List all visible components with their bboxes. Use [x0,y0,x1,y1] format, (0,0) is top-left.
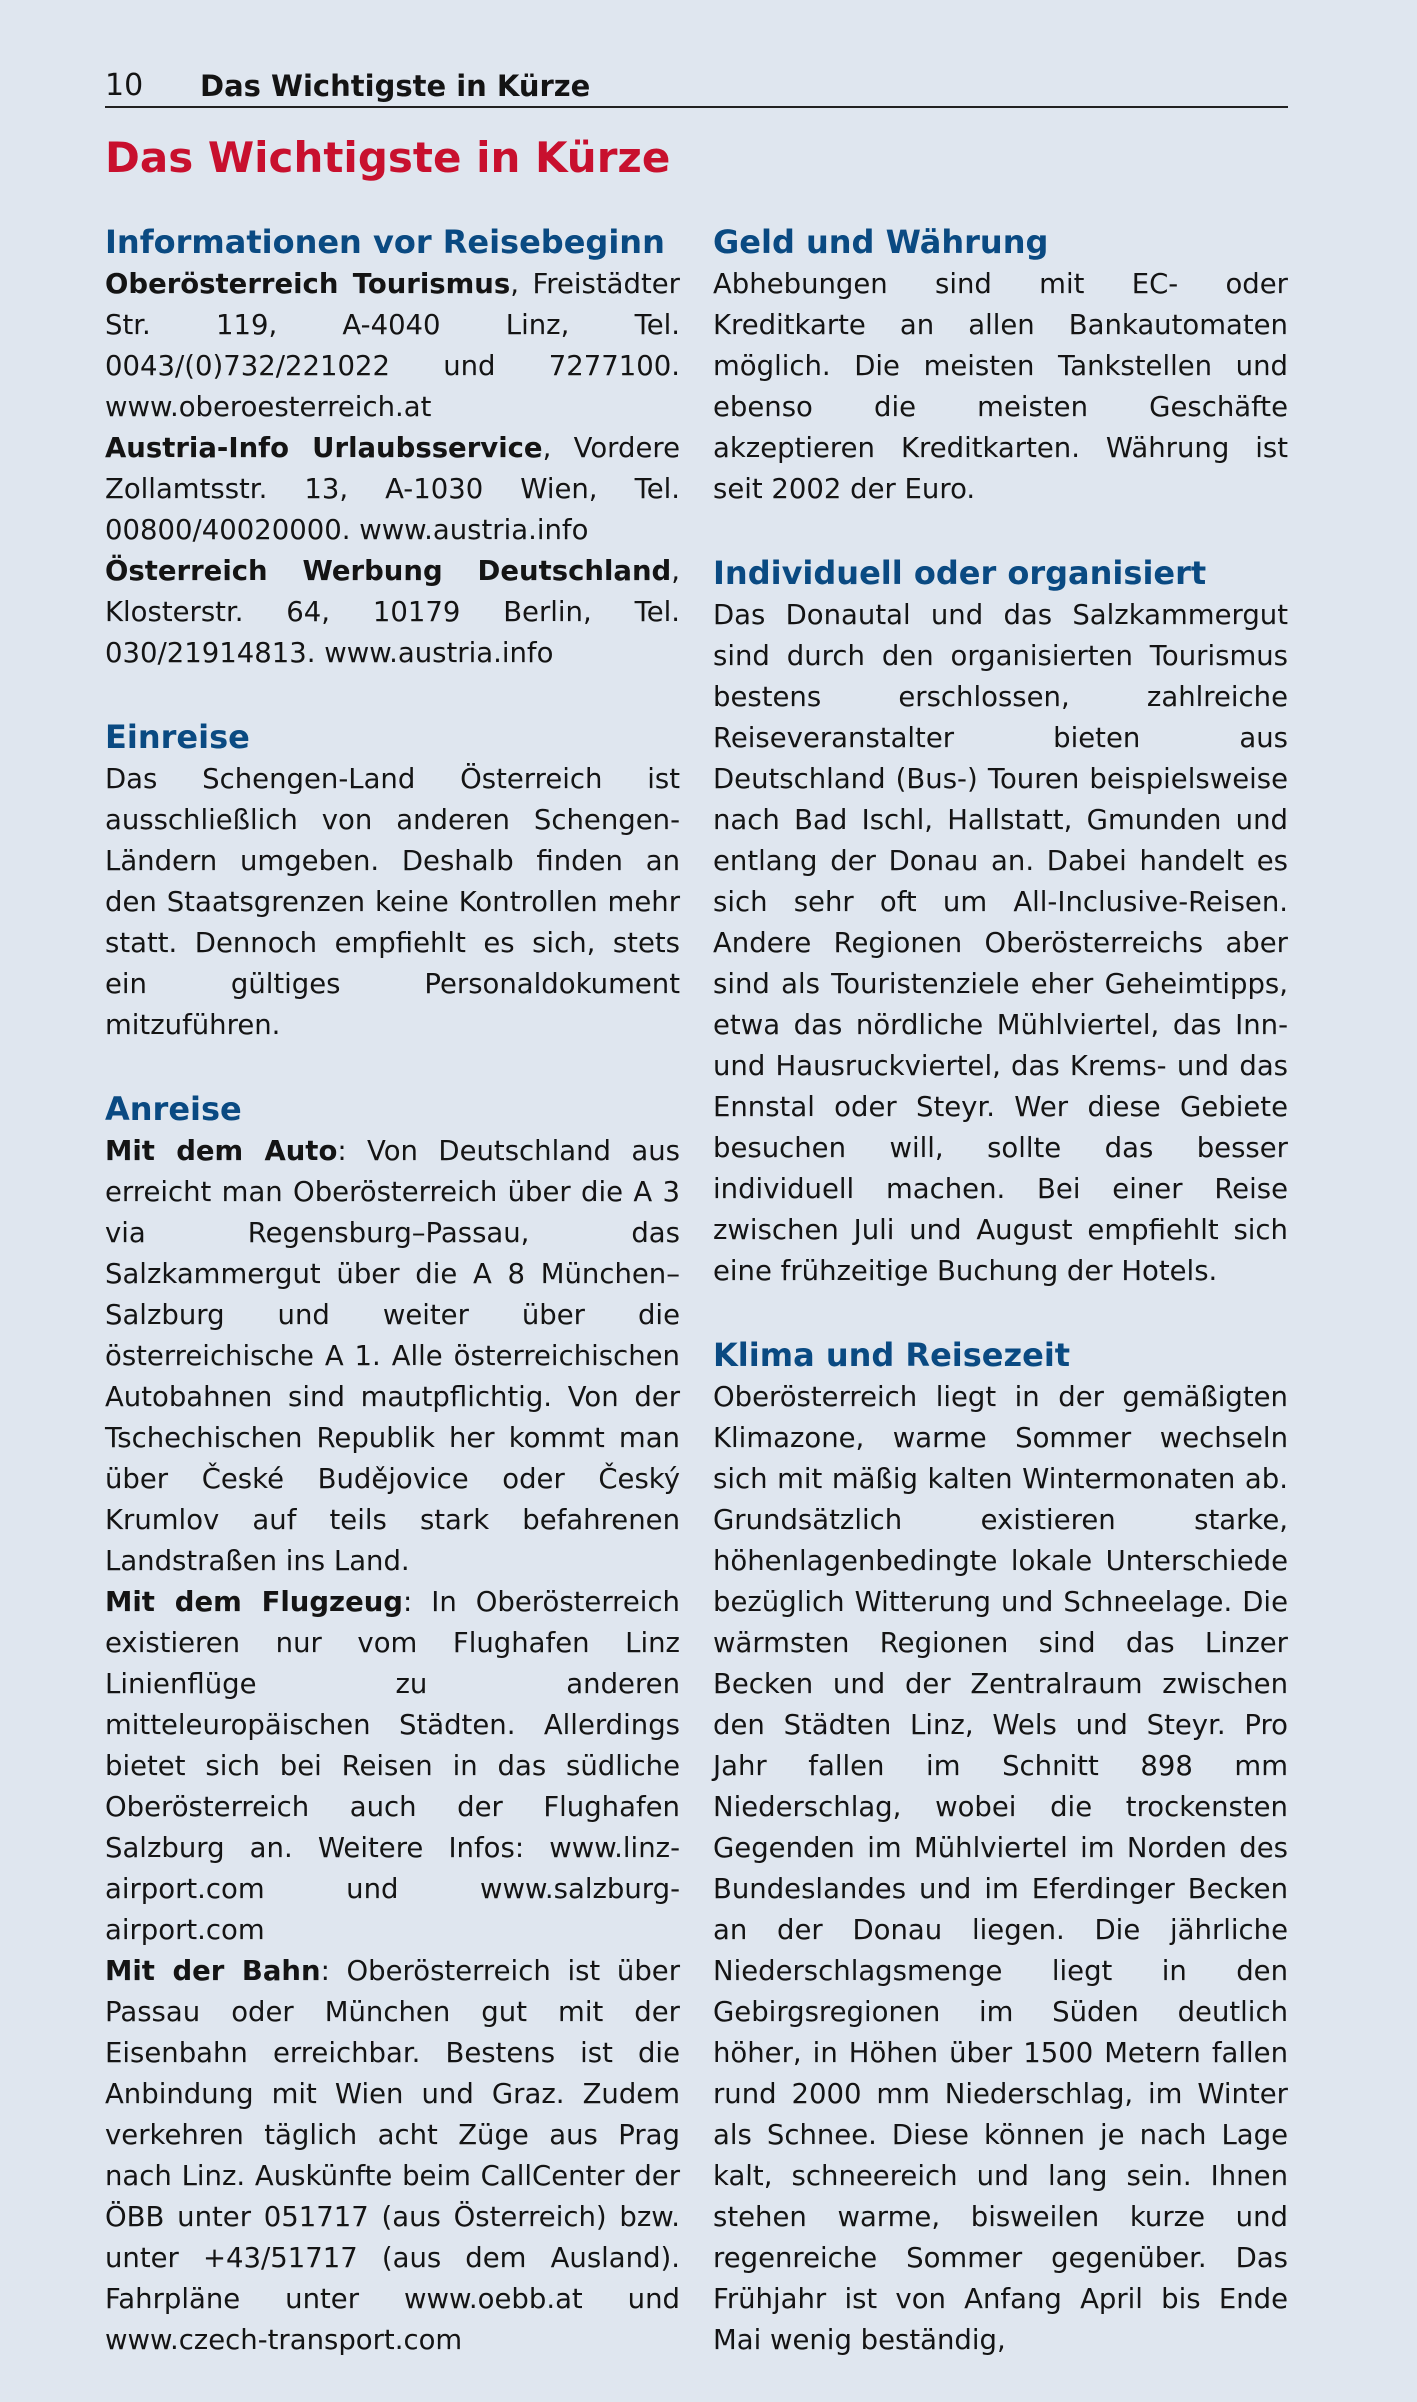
heading-individuell: Individuell oder organisiert [713,554,1207,592]
geld-text: Abhebungen sind mit EC- oder Kreditkarte an allen Bankautomaten möglich. Die meisten Tankstellen und ebenso die meisten Geschäfte akzeptieren Kreditkarten. Währung ist seit 2002 der Euro. [713,268,1288,505]
anreise-flugzeug-label: Mit dem Flugzeug [105,1586,403,1618]
page-number: 10 [105,68,144,103]
section-klima [713,1333,1288,2361]
heading-klima: Klima und Reisezeit [713,1336,1071,1374]
anreise-bahn-text: : Oberösterreich ist über Passau oder München gut mit der Eisenbahn erreichbar. Bestens ist die Anbindung mit Wien und Graz. Zudem verkehren täglich acht Züge aus Prag nach Linz. Auskünfte beim CallCenter der ÖBB unter 051717 (aus Österreich) bzw. unter +43/51717 (aus dem Ausland). Fahrpläne unter www.oebb.at und www.czech-transport.com [105,1955,680,2356]
entry-austria-info [105,428,680,551]
left-column [105,220,680,2402]
section-anreise [105,1087,680,2361]
heading-geld: Geld und Währung [713,223,1049,261]
entry-text: , Freistädter Str. 119, A-4040 Linz, Tel. 0043/(0)732/221022 und 7277100. www.oberoesterreich.at [105,268,680,423]
anreise-bahn [105,1951,680,2361]
entry-text: , Vordere Zollamtsstr. 13, A-1030 Wien, Tel. 00800/40020000. www.austria.info [105,432,680,546]
anreise-bahn-label: Mit der Bahn [105,1955,321,1987]
entry-oberoesterreich-tourismus [105,264,680,428]
section-individuell [713,551,1288,1292]
anreise-auto [105,1131,680,1582]
entry-bold: Austria-Info Urlaubsservice [105,432,543,464]
heading-informationen: Informationen vor Reisebeginn [105,223,665,261]
right-column [713,220,1288,2402]
entry-oesterreich-werbung [105,551,680,674]
individuell-text: Das Donautal und das Salzkammergut sind durch den organisierten Tourismus bestens erschlossen, zahlreiche Reiseveranstalter bieten aus Deutschland (Bus-) Touren beispielsweise nach Bad Ischl, Hallstatt, Gmunden und entlang der Donau an. Dabei handelt es sich sehr oft um All-Inclusive-Reisen. Andere Regionen Oberösterreichs aber sind als Touristenziele eher Geheimtipps, etwa das nördliche Mühlviertel, das Inn- und Hausruckviertel, das Krems- und das Ennstal oder Steyr. Wer diese Gebiete besuchen will, sollte das besser individuell machen. Bei einer Reise zwischen Juli und August empfiehlt sich eine frühzeitige Buchung der Hotels. [713,599,1288,1287]
entry-text: , Klosterstr. 64, 10179 Berlin, Tel. 030/21914813. www.austria.info [105,555,680,669]
anreise-auto-label: Mit dem Auto [105,1135,338,1167]
entry-bold: Österreich Werbung Deutschland [105,555,672,587]
einreise-text: Das Schengen-Land Österreich ist ausschließlich von anderen Schengen-Ländern umgeben. Deshalb finden an den Staatsgrenzen keine Kontrollen mehr statt. Dennoch empfiehlt es sich, stets ein gültiges Personaldokument mitzuführen. [105,763,680,1041]
page-title: Das Wichtigste in Kürze [105,133,671,182]
running-header: Das Wichtigste in Kürze [200,69,591,103]
klima-text: Oberösterreich liegt in der gemäßigten Klimazone, warme Sommer wechseln sich mit mäßig kalten Wintermonaten ab. Grundsätzlich existieren starke, höhenlagenbedingte lokale Unterschiede bezüglich Witterung und Schneelage. Die wärmsten Regionen sind das Linzer Becken und der Zentralraum zwischen den Städten Linz, Wels und Steyr. Pro Jahr fallen im Schnitt 898 mm Niederschlag, wobei die trockensten Gegenden im Mühlviertel im Norden des Bundeslandes und im Eferdinger Becken an der Donau liegen. Die jährliche Niederschlagsmenge liegt in den Gebirgsregionen im Süden deutlich höher, in Höhen über 1500 Metern fallen rund 2000 mm Niederschlag, im Winter als Schnee. Diese können je nach Lage kalt, schneereich und lang sein. Ihnen stehen warme, bisweilen kurze und regenreiche Sommer gegenüber. Das Frühjahr ist von Anfang April bis Ende Mai wenig beständig, [713,1381,1288,2356]
anreise-flugzeug-text: : In Oberösterreich existieren nur vom Flughafen Linz Linienflüge zu anderen mitteleuropäischen Städten. Allerdings bietet sich bei Reisen in das südliche Oberösterreich auch der Flughafen Salzburg an. Weitere Infos: www.linz-airport.com und www.salzburg-airport.com [105,1586,680,1946]
entry-bold: Oberösterreich Tourismus [105,268,511,300]
section-geld [713,220,1288,510]
anreise-auto-text: : Von Deutschland aus erreicht man Oberösterreich über die A 3 via Regensburg–Passau, das Salzkammergut über die A 8 München–Salzburg und weiter über die österreichische A 1. Alle österreichischen Autobahnen sind mautpflichtig. Von der Tschechischen Republik her kommt man über České Budějovice oder Český Krumlov auf teils stark befahrenen Landstraßen ins Land. [105,1135,681,1577]
section-informationen [105,220,680,674]
section-einreise [105,715,680,1046]
heading-einreise: Einreise [105,718,250,756]
heading-anreise: Anreise [105,1090,242,1128]
header-rule [105,106,1288,108]
anreise-flugzeug [105,1582,680,1951]
